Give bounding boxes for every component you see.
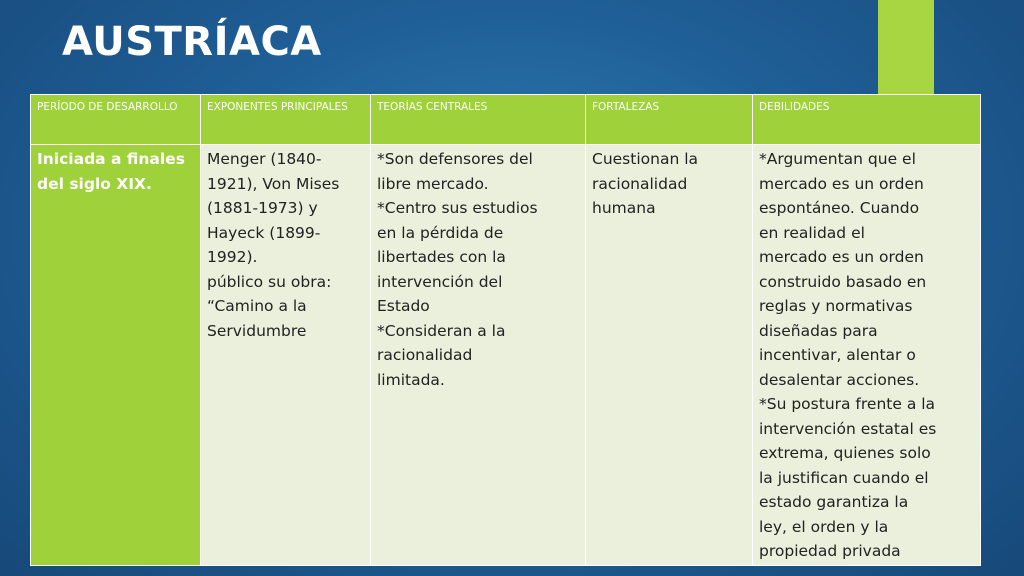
cell-line: en realidad el: [759, 223, 865, 242]
cell-fortalezas: [586, 145, 753, 566]
cell-line: *Argumentan que el: [759, 150, 916, 168]
cell-line: “Camino a la: [207, 297, 307, 315]
cell-line: Iniciada a finales: [37, 150, 185, 168]
cell-line: Estado: [377, 297, 430, 315]
cell-line: estado garantiza la: [759, 493, 909, 511]
cell-line: *Su postura frente a la: [759, 395, 936, 413]
cell-teorias: [371, 145, 586, 566]
header-exponentes: EXPONENTES PRINCIPALES: [201, 95, 371, 145]
header-periodo: PERÍODO DE DESARROLLO: [31, 95, 201, 145]
header-debilidades: DEBILIDADES: [753, 95, 981, 145]
cell-line: *Centro sus estudios: [377, 199, 538, 217]
cell-line: extrema, quienes solo: [759, 444, 931, 462]
slide-title: AUSTRÍACA: [62, 19, 322, 65]
cell-line: desalentar acciones.: [759, 370, 920, 389]
cell-line: 1992).: [207, 248, 258, 266]
cell-line: propiedad privada: [759, 542, 901, 560]
cell-line: Servidumbre: [207, 321, 307, 340]
cell-line: la justifican cuando el: [759, 468, 929, 487]
cell-line: libertades con la: [377, 248, 506, 266]
cell-line: construido basado en: [759, 272, 927, 291]
header-fortalezas: FORTALEZAS: [586, 95, 753, 145]
accent-bar: [878, 0, 934, 96]
cell-line: ley, el orden y la: [759, 517, 889, 536]
comparison-table-container: [30, 94, 980, 566]
cell-line: racionalidad: [377, 346, 473, 364]
table-row: [31, 145, 981, 566]
cell-line: limitada.: [377, 370, 445, 389]
cell-line: (1881-1973) y: [207, 199, 318, 217]
cell-line: público su obra:: [207, 272, 332, 291]
cell-line: en la pérdida de: [377, 223, 504, 242]
cell-line: 1921), Von Mises: [207, 174, 340, 193]
cell-line: humana: [592, 199, 656, 217]
comparison-table: [30, 94, 981, 566]
cell-line: intervención del: [377, 272, 503, 291]
cell-line: del siglo XIX.: [37, 174, 152, 193]
cell-line: Cuestionan la: [592, 150, 699, 168]
cell-line: incentivar, alentar o: [759, 346, 916, 364]
cell-line: Menger (1840-: [207, 150, 322, 168]
header-teorias: TEORÍAS CENTRALES: [371, 95, 586, 145]
cell-line: racionalidad: [592, 174, 688, 193]
cell-line: espontáneo. Cuando: [759, 199, 920, 217]
cell-line: Hayeck (1899-: [207, 223, 321, 242]
cell-periodo: [31, 145, 201, 566]
cell-line: libre mercado.: [377, 174, 489, 193]
table-header-row: [31, 95, 981, 145]
cell-line: mercado es un orden: [759, 174, 924, 193]
cell-line: mercado es un orden: [759, 248, 924, 266]
cell-line: reglas y normativas: [759, 297, 913, 315]
cell-line: diseñadas para: [759, 321, 878, 340]
cell-exponentes: [201, 145, 371, 566]
cell-line: *Consideran a la: [377, 321, 506, 340]
cell-line: intervención estatal es: [759, 419, 937, 438]
cell-debilidades: [753, 145, 981, 566]
cell-line: *Son defensores del: [377, 150, 533, 168]
